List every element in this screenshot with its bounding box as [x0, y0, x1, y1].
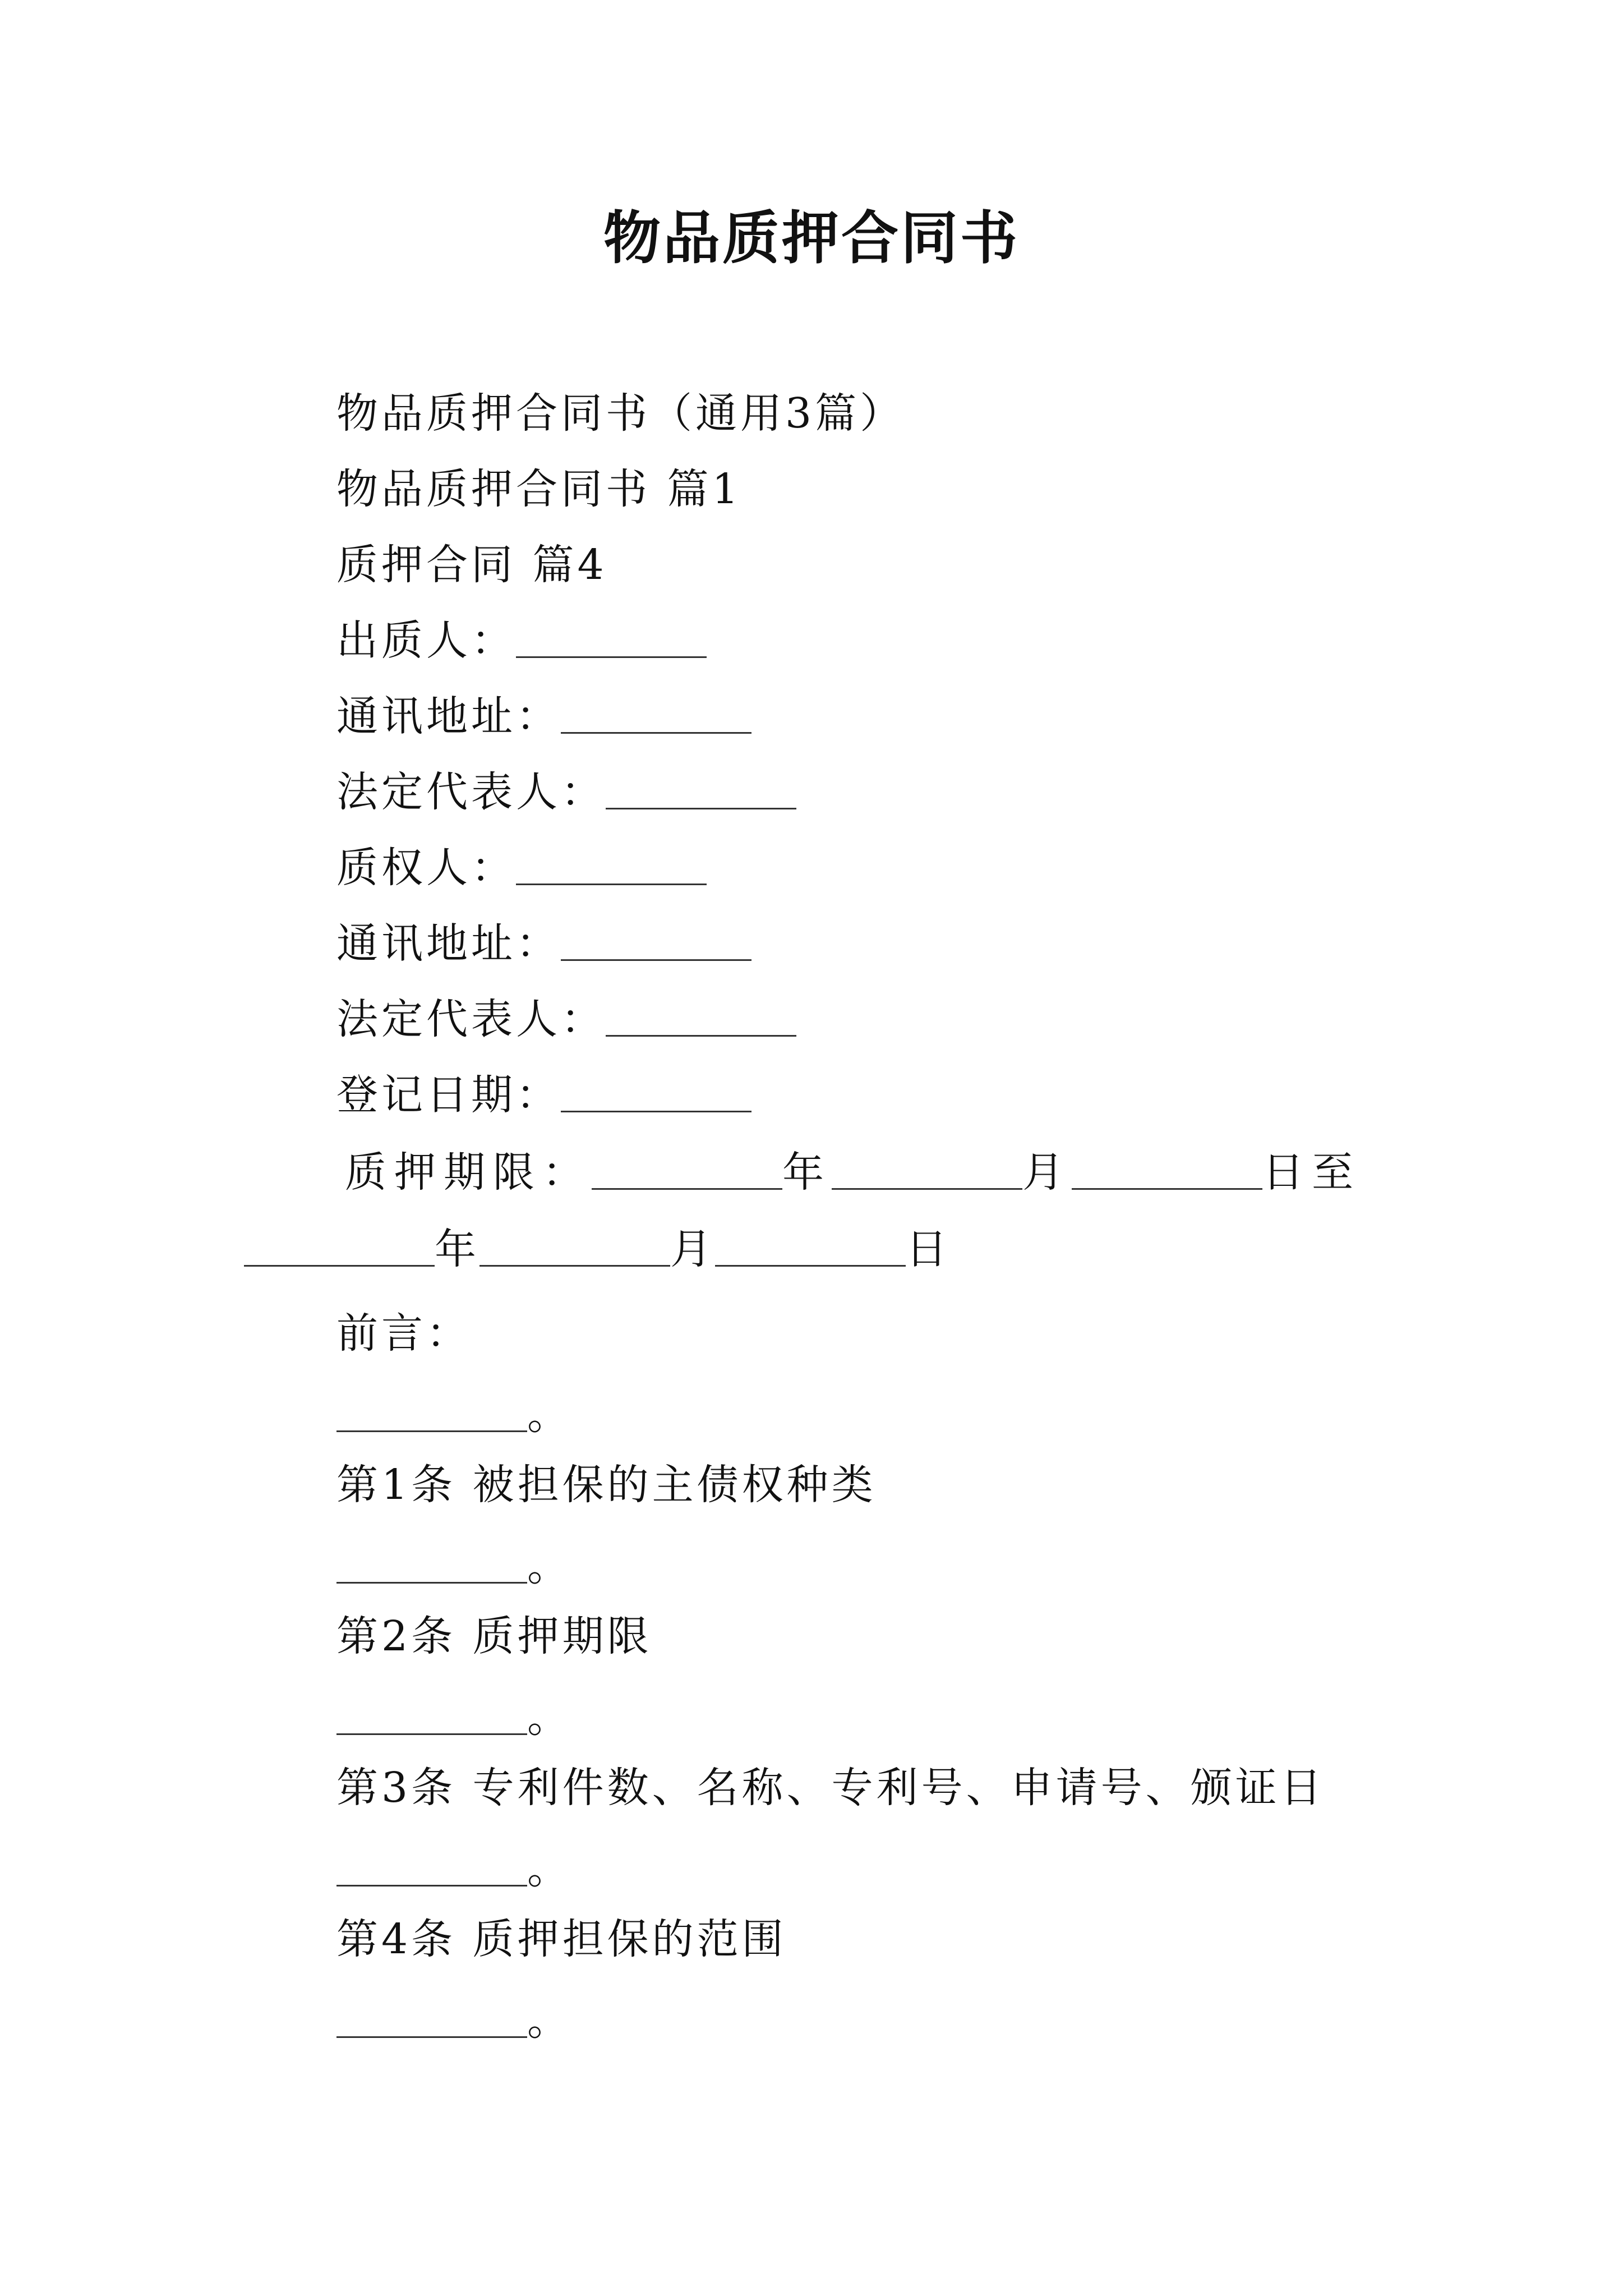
pledgee-address-label: 通讯地址： — [336, 919, 561, 968]
pledgor-rep-label: 法定代表人： — [336, 768, 606, 816]
clause-4-content — [336, 1993, 572, 2049]
clause-1-content — [336, 1538, 572, 1594]
term-start-month-blank — [832, 1153, 1022, 1190]
register-date-blank — [561, 1076, 751, 1112]
pledgee-rep-label: 法定代表人： — [336, 995, 606, 1043]
clause-2-heading: 第2条 质押期限 — [336, 1612, 652, 1660]
document-title: 物品质押合同书 — [603, 205, 1020, 272]
preface-blank — [336, 1396, 527, 1432]
pledgor-rep-field — [336, 764, 796, 820]
clause-1-blank — [336, 1547, 527, 1584]
register-date-field — [336, 1067, 751, 1123]
clause-3-heading: 第3条 专利件数、名称、专利号、申请号、颁证日 — [336, 1764, 1325, 1812]
term-end-day-blank — [715, 1230, 906, 1267]
pledgee-blank — [516, 849, 707, 885]
pledgor-rep-blank — [606, 773, 796, 809]
clause-1-period: 。 — [527, 1542, 572, 1590]
clause-3-blank — [336, 1850, 527, 1887]
clause-1-heading: 第1条 被担保的主债权种类 — [336, 1461, 877, 1509]
subtitle-line: 物品质押合同书（通用3篇） — [336, 389, 905, 438]
register-date-label: 登记日期： — [336, 1071, 561, 1119]
clause-4-blank — [336, 2001, 527, 2038]
clause-2-period: 。 — [527, 1694, 572, 1742]
pledgor-field — [336, 613, 707, 669]
pledgor-blank — [516, 622, 707, 658]
term-line-2 — [244, 1221, 951, 1277]
clause-3-content — [336, 1841, 572, 1897]
pledgor-address-label: 通讯地址： — [336, 692, 561, 740]
clause-4-period: 。 — [527, 1996, 572, 2045]
clause-4-heading: 第4条 质押担保的范围 — [336, 1915, 787, 1963]
term-end-year-blank — [244, 1230, 435, 1267]
pledgee-address-field — [336, 915, 751, 972]
term-end-month-blank — [479, 1230, 670, 1267]
term-start-day-blank — [1072, 1153, 1262, 1190]
clause-2-content — [336, 1690, 572, 1746]
article-heading: 物品质押合同书 篇1 — [336, 465, 742, 513]
term-line-1 — [345, 1144, 1361, 1200]
term-end-year-text: 年 — [435, 1225, 479, 1273]
preface-period: 。 — [527, 1391, 572, 1439]
contract-heading: 质押合同 篇4 — [336, 541, 607, 589]
pledgee-rep-blank — [606, 1000, 796, 1037]
clause-3-period: 。 — [527, 1845, 572, 1893]
preface-heading: 前言： — [336, 1309, 471, 1358]
term-year-text: 年 — [782, 1148, 832, 1197]
pledgee-rep-field — [336, 991, 796, 1047]
preface-content — [336, 1387, 572, 1443]
term-day-to-text: 日至 — [1262, 1148, 1361, 1197]
pledgee-label: 质权人： — [336, 844, 516, 892]
clause-2-blank — [336, 1699, 527, 1735]
term-end-day-text: 日 — [906, 1225, 951, 1273]
pledgor-address-field — [336, 688, 751, 744]
term-end-month-text: 月 — [670, 1225, 715, 1273]
pledgee-address-blank — [561, 924, 751, 961]
pledgee-field — [336, 840, 707, 896]
term-month-text: 月 — [1022, 1148, 1072, 1197]
pledgor-label: 出质人： — [336, 616, 516, 665]
term-start-year-blank — [592, 1153, 782, 1190]
pledgor-address-blank — [561, 697, 751, 734]
term-label: 质押期限： — [345, 1148, 592, 1197]
